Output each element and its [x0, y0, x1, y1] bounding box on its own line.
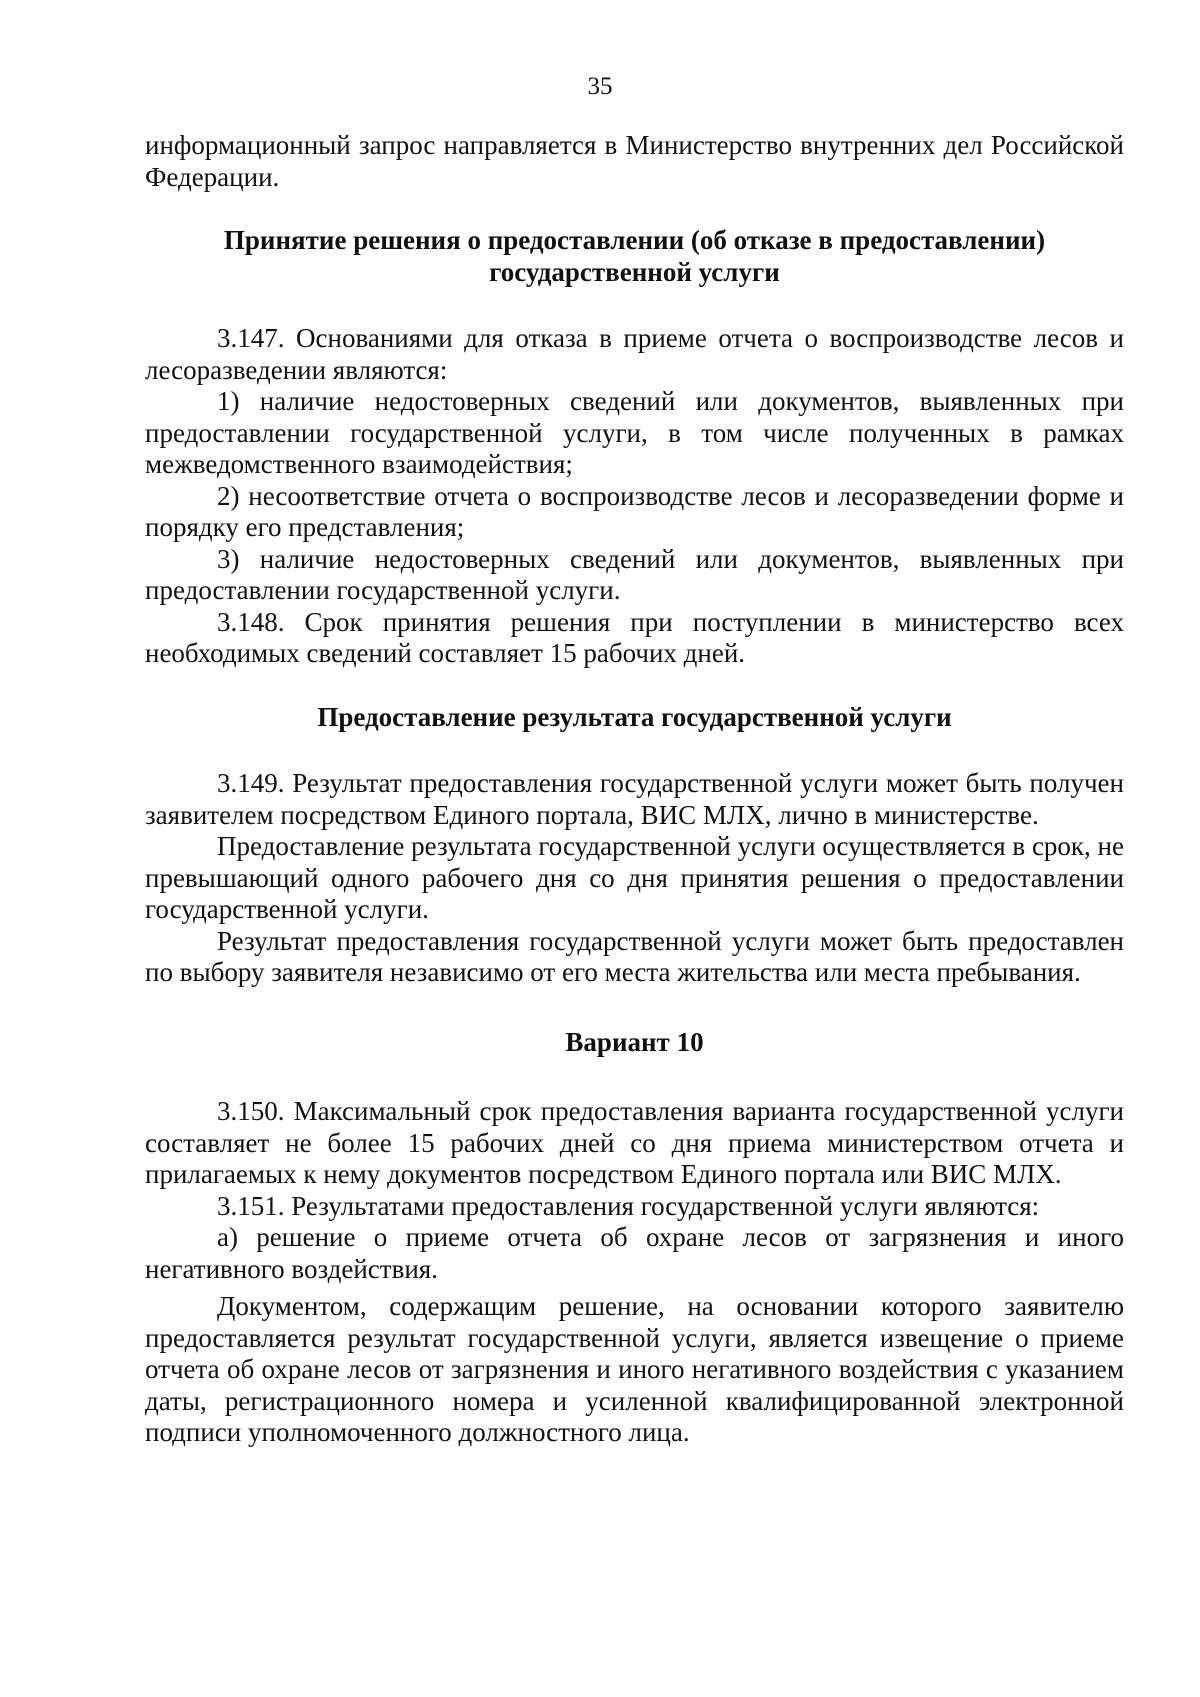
- paragraph-3-148: 3.148. Срок принятия решения при поступлении в министерство всех необходимых сведений составляет 15 рабочих дней.: [145, 606, 1124, 668]
- intro-paragraph: информационный запрос направляется в Министерство внутренних дел Российской Федерации.: [145, 130, 1124, 192]
- page-number: 35: [587, 73, 613, 100]
- paragraph-3-149: 3.149. Результат предоставления государственной услуги может быть получен заявителем посредством Единого портала, ВИС МЛХ, лично в министерстве.: [145, 768, 1124, 830]
- section-heading-result: Предоставление результата государственной услуги: [317, 701, 952, 732]
- paragraph-3-151: 3.151. Результатами предоставления государственной услуги являются:: [217, 1190, 1040, 1221]
- section-heading-decision-line1: Принятие решения о предоставлении (об отказе в предоставлении): [223, 225, 1046, 255]
- list-item-1: 1) наличие недостоверных сведений или документов, выявленных при предоставлении государственной услуги, в том числе полученных в рамках межведомственного взаимодействия;: [145, 386, 1124, 479]
- list-item-a: а) решение о приеме отчета об охране лесов от загрязнения и иного негативного воздействия.: [145, 1222, 1124, 1284]
- section-heading-decision-line2: государственной услуги: [489, 256, 780, 287]
- paragraph-document-notice: Документом, содержащим решение, на основании которого заявителю предоставляется результат государственной услуги, является извещение о приеме отчета об охране лесов от загрязнения и иного негативного воздействия с указанием даты, регистрационного номера и усиленной квалифицированной электронной подписи уполномоченного должностного лица.: [145, 1291, 1124, 1447]
- section-heading-variant-10: Вариант 10: [565, 1026, 704, 1057]
- list-item-2: 2) несоответствие отчета о воспроизводстве лесов и лесоразведении форме и порядку его представления;: [145, 480, 1124, 542]
- document-body: [145, 130, 1124, 1449]
- section-heading-decision: [145, 225, 1124, 288]
- list-item-3: 3) наличие недостоверных сведений или документов, выявленных при предоставлении государственной услуги.: [145, 543, 1124, 605]
- paragraph-3-147: 3.147. Основаниями для отказа в приеме отчета о воспроизводстве лесов и лесоразведении являются:: [145, 323, 1124, 385]
- paragraph-3-150: 3.150. Максимальный срок предоставления варианта государственной услуги составляет не более 15 рабочих дней со дня приема министерством отчета и прилагаемых к нему документов посредством Единого портала или ВИС МЛХ.: [145, 1096, 1124, 1189]
- paragraph-result-timing: Предоставление результата государственной услуги осуществляется в срок, не превышающий одного рабочего дня со дня принятия решения о предоставлении государственной услуги.: [145, 831, 1124, 924]
- paragraph-result-choice: Результат предоставления государственной услуги может быть предоставлен по выбору заявителя независимо от его места жительства или места пребывания.: [145, 925, 1124, 987]
